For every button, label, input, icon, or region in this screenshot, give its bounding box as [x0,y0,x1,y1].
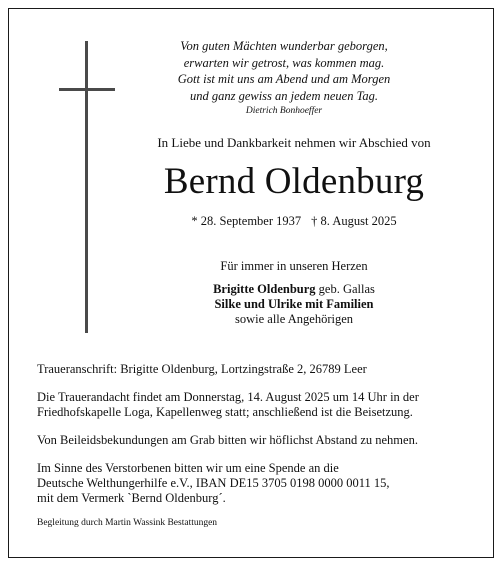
verse-author: Dietrich Bonhoeffer [245,106,323,116]
service-info: Die Trauerandacht findet am Donnerstag, 14. August 2025 um 14 Uhr in der Friedhofskapelle Loga, Kapellenweg statt; anschließend ist die Beisetzung. [37,390,419,419]
cross-icon [85,41,88,333]
birth-date: * 28. September 1937 [191,214,302,228]
spouse-name: Brigitte Oldenburg [213,282,316,296]
cross-icon-crossbar [59,88,115,91]
condolence-note: Von Beileidsbekundungen am Grab bitten wir höflichst Abstand zu nehmen. [37,433,418,447]
relatives-line: sowie alle Angehörigen [234,312,354,326]
deceased-name: Bernd Oldenburg [163,161,425,202]
life-dates [129,214,459,229]
children-line: Silke und Ulrike mit Familien [214,297,374,311]
farewell-intro: In Liebe und Dankbarkeit nehmen wir Abschied von [157,135,431,150]
verse-line: Von guten Mächten wunderbar geborgen, [180,39,388,53]
memorial-motto: Für immer in unseren Herzen [220,259,368,273]
spouse-line [129,282,459,297]
mourners-list [129,282,459,327]
donation-info: Im Sinne des Verstorbenen bitten wir um eine Spende an die Deutsche Welthungerhilfe e.V., IBAN DE15 3705 0198 0000 0011 15, mit dem Vermerk `Bernd Oldenburg´. [37,461,390,505]
obituary-notice [8,8,494,558]
spouse-maiden-name: geb. Gallas [315,282,375,296]
undertaker-credit: Begleitung durch Martin Wassink Bestattungen [37,518,218,528]
verse-line: Gott ist mit uns am Abend und am Morgen [177,72,391,86]
verse-line: und ganz gewiss an jedem neuen Tag. [189,88,379,103]
verse-line: erwarten wir getrost, was kommen mag. [183,55,385,70]
mourning-address: Traueranschrift: Brigitte Oldenburg, Lortzingstraße 2, 26789 Leer [37,362,367,376]
verse-quote [159,38,409,104]
death-date: † 8. August 2025 [311,214,397,228]
